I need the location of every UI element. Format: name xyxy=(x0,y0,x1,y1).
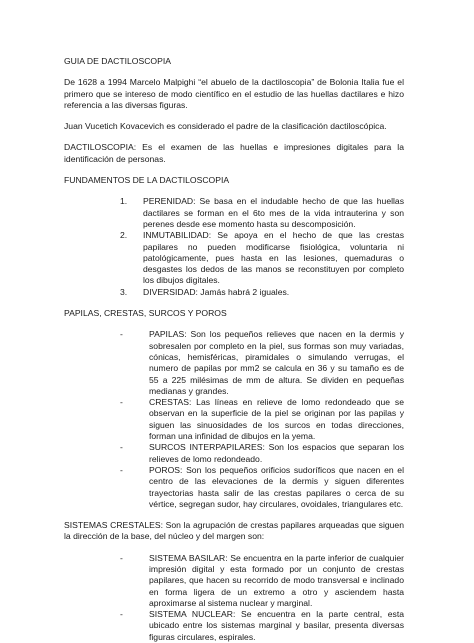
list-item xyxy=(120,552,404,609)
list-item-text: DIVERSIDAD: Jamás habrá 2 iguales. xyxy=(143,286,290,297)
definition-paragraph: DACTILOSCOPIA: Es el examen de las huellas e impresiones digitales para la identificación de personas. xyxy=(64,142,404,164)
list-item-text: SISTEMA NUCLEAR: Se encuentra en la parte central, esta ubicado entre los sistemas marginal y basilar, presenta diversas figuras circulares, espirales. xyxy=(149,609,404,642)
list-item-text: PAPILAS: Son los pequeños relieves que nacen en la dermis y sobresalen por completo en la piel, sus formas son muy variadas, cónicas, hemisféricas, piramidales o simulando verrugas, el numero de papilas por mm2 se calcula en 36 y su tamaño es de 55 a 225 milésimas de mm de altura. Se dividen en pequeñas medianas y grandes. xyxy=(149,329,404,396)
list-item-text: PERENIDAD: Se basa en el indudable hecho de que las huellas dactilares se forman en el 6to mes de la vida intrauterina y son perenes desde ese momento hasta su descomposición. xyxy=(143,196,404,229)
list-item-text: POROS: Son los pequeños orificios sudoríficos que nacen en el centro de las elevaciones de la dermis y siguen diferentes trayectorias hasta salir de las crestas papilares o cerca de su vértice, segregan sudor, hay circulares, ovoidales, triangulares etc. xyxy=(149,464,404,509)
fundamentos-heading: FUNDAMENTOS DE LA DACTILOSCOPIA xyxy=(64,175,230,186)
intro-paragraph: De 1628 a 1994 Marcelo Malpighi “el abuelo de la dactiloscopia” de Bolonia Italia fue el primero que se intereso de modo científico en el estudio de las huellas dactilares e hizo referencia a las diversas figuras. xyxy=(64,77,404,110)
sistemas-intro: SISTEMAS CRESTALES: Son la agrupación de crestas papilares arqueadas que siguen la dirección de la base, del núcleo y del margen son: xyxy=(64,520,404,542)
list-item-text: SURCOS INTERPAPILARES: Son los espacios que separan los relieves de lomo redondeado. xyxy=(149,442,404,464)
bullet-dash: - xyxy=(120,442,123,453)
list-item xyxy=(120,464,404,510)
list-item-text: CRESTAS: Las líneas en relieve de lomo redondeado que se observan en la superficie de la piel se originan por las papilas y siguen las sinuosidades de los surcos en todas direcciones, forman una infinidad de dibujos en la yema. xyxy=(149,397,404,442)
fundamentos-list xyxy=(64,196,404,298)
bullet-dash: - xyxy=(120,329,123,340)
vucetich-paragraph: Juan Vucetich Kovacevich es considerado el padre de la clasificación dactiloscópica. xyxy=(64,121,387,132)
list-item xyxy=(120,609,404,643)
papilas-list xyxy=(64,329,404,510)
list-item xyxy=(120,196,404,230)
sistemas-list xyxy=(64,553,404,643)
bullet-dash: - xyxy=(120,397,123,408)
list-item-text: SISTEMA BASILAR: Se encuentra en la parte inferior de cualquier impresión digital y esta formado por un conjunto de crestas papilares, que hacen su recorrido de modo transversal e inclinado en forma ligera de un extremo a otro y asciendem hasta aproximarse al sistema nuclear y marginal. xyxy=(149,552,404,608)
list-number: 1. xyxy=(120,196,128,207)
list-number: 2. xyxy=(120,230,128,241)
list-item xyxy=(120,442,404,465)
list-item xyxy=(120,397,404,442)
list-item xyxy=(120,287,404,298)
papilas-heading: PAPILAS, CRESTAS, SURCOS Y POROS xyxy=(64,308,227,319)
list-number: 3. xyxy=(120,286,128,297)
bullet-dash: - xyxy=(120,609,123,620)
list-item xyxy=(120,230,404,286)
list-item xyxy=(120,329,404,397)
bullet-dash: - xyxy=(120,552,123,563)
bullet-dash: - xyxy=(120,464,123,475)
list-item-text: INMUTABILIDAD: Se apoya en el hecho de que las crestas papilares no pueden modificarse fisiológica, voluntaria ni patológicamente, pues hasta en las lesiones, quemaduras o desgastes los dedos de las manos se reconstituyen por completo los dibujos digitales. xyxy=(143,230,404,286)
document-title: GUIA DE DACTILOSCOPIA xyxy=(64,56,171,66)
